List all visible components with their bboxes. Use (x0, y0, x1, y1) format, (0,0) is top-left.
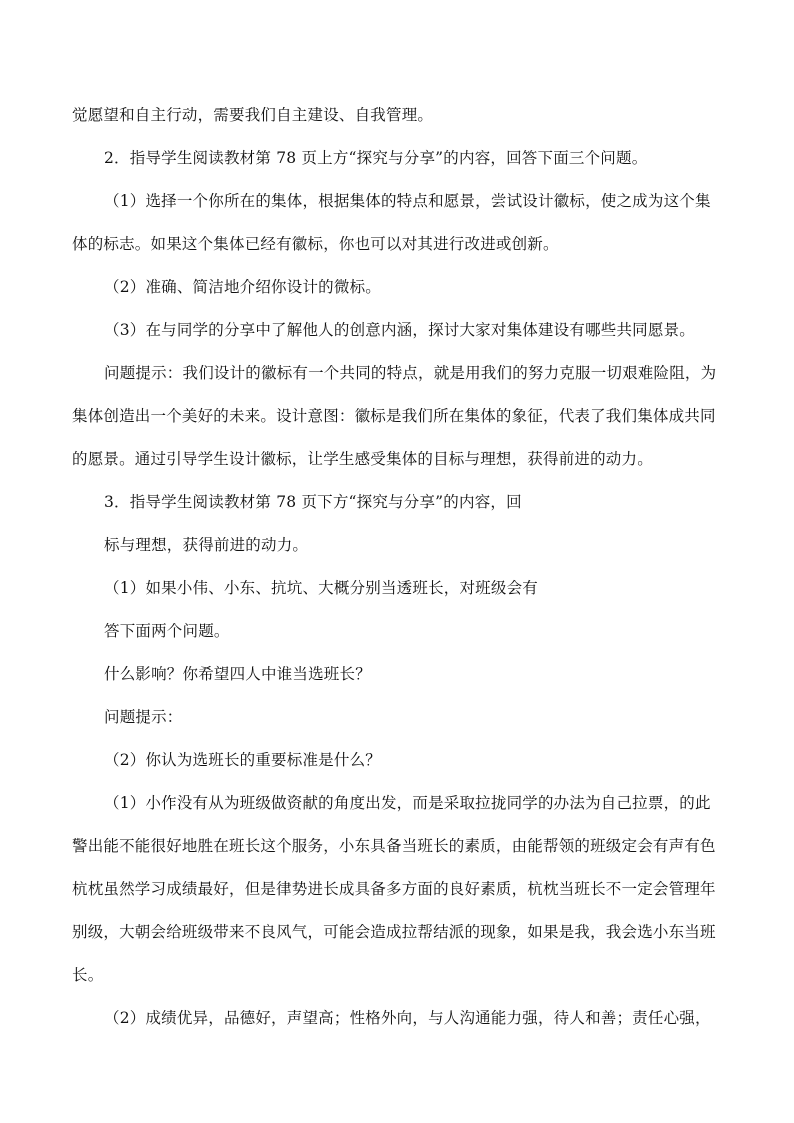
text-line-4: 体的标志。如果这个集体已经有徽标，你也可以对其进行改进或创新。 (72, 235, 559, 253)
text-line-6: （3）在与同学的分享中了解他人的创意内涵，探讨大家对集体建设有哪些共同愿景。 (104, 321, 695, 339)
text-line-9: 的愿景。通过引导学生设计徽标，让学生感受集体的目标与理想，获得前进的动力。 (72, 450, 653, 468)
text-line-10: 3．指导学生阅读教材第 78 页下方“探究与分享”的内容，回 (104, 493, 522, 511)
text-line-7: 问题提示：我们设计的徽标有一个共同的特点，就是用我们的努力克服一切艰难险阻，为 (104, 364, 717, 382)
text-line-20: 别级，大朝会给班级带来不良风气，可能会造成拉帮结派的现象，如果是我，我会选小东当班 (72, 923, 716, 941)
text-line-1: 觉愿望和自主行动，需要我们自主建设、自我管理。 (72, 106, 434, 124)
text-line-12: （1）如果小伟、小东、抗坑、大概分别当透班长，对班级会有 (104, 579, 538, 597)
text-line-17: （1）小作没有从为班级做资献的角度出发，而是采取拉拢同学的办法为自己拉票，的此 (104, 794, 711, 812)
text-line-14: 什么影响？你希望四人中谁当选班长？ (104, 665, 371, 683)
text-line-2: 2．指导学生阅读教材第 78 页上方“探究与分享”的内容，回答下面三个问题。 (104, 149, 648, 167)
text-line-5: （2）准确、简洁地介绍你设计的微标。 (104, 278, 381, 296)
text-line-21: 长。 (72, 966, 104, 984)
text-line-16: （2）你认为选班长的重要标准是什么？ (104, 751, 381, 769)
text-line-3: （1）选择一个你所在的集体，根据集体的特点和愿景，尝试设计徽标，使之成为这个集 (104, 192, 711, 210)
text-line-8: 集体创造出一个美好的未来。设计意图：徽标是我们所在集体的象征，代表了我们集体成共同 (72, 407, 716, 425)
text-line-13: 答下面两个问题。 (104, 622, 230, 640)
text-line-18: 警出能不能很好地胜在班长这个服务，小东具备当班长的素质，由能帮领的班级定会有声有色 (72, 837, 716, 855)
text-line-15: 问题提示： (104, 708, 183, 726)
text-line-19: 杭枕虽然学习成绩最好，但是律势进长成具备多方面的良好素质，杭枕当班长不一定会管理年 (72, 880, 716, 898)
text-line-22: （2）成绩优异，品德好，声望高；性格外向，与人沟通能力强，待人和善；责任心强， (104, 1009, 711, 1027)
text-line-11: 标与理想，获得前进的动力。 (104, 536, 309, 554)
